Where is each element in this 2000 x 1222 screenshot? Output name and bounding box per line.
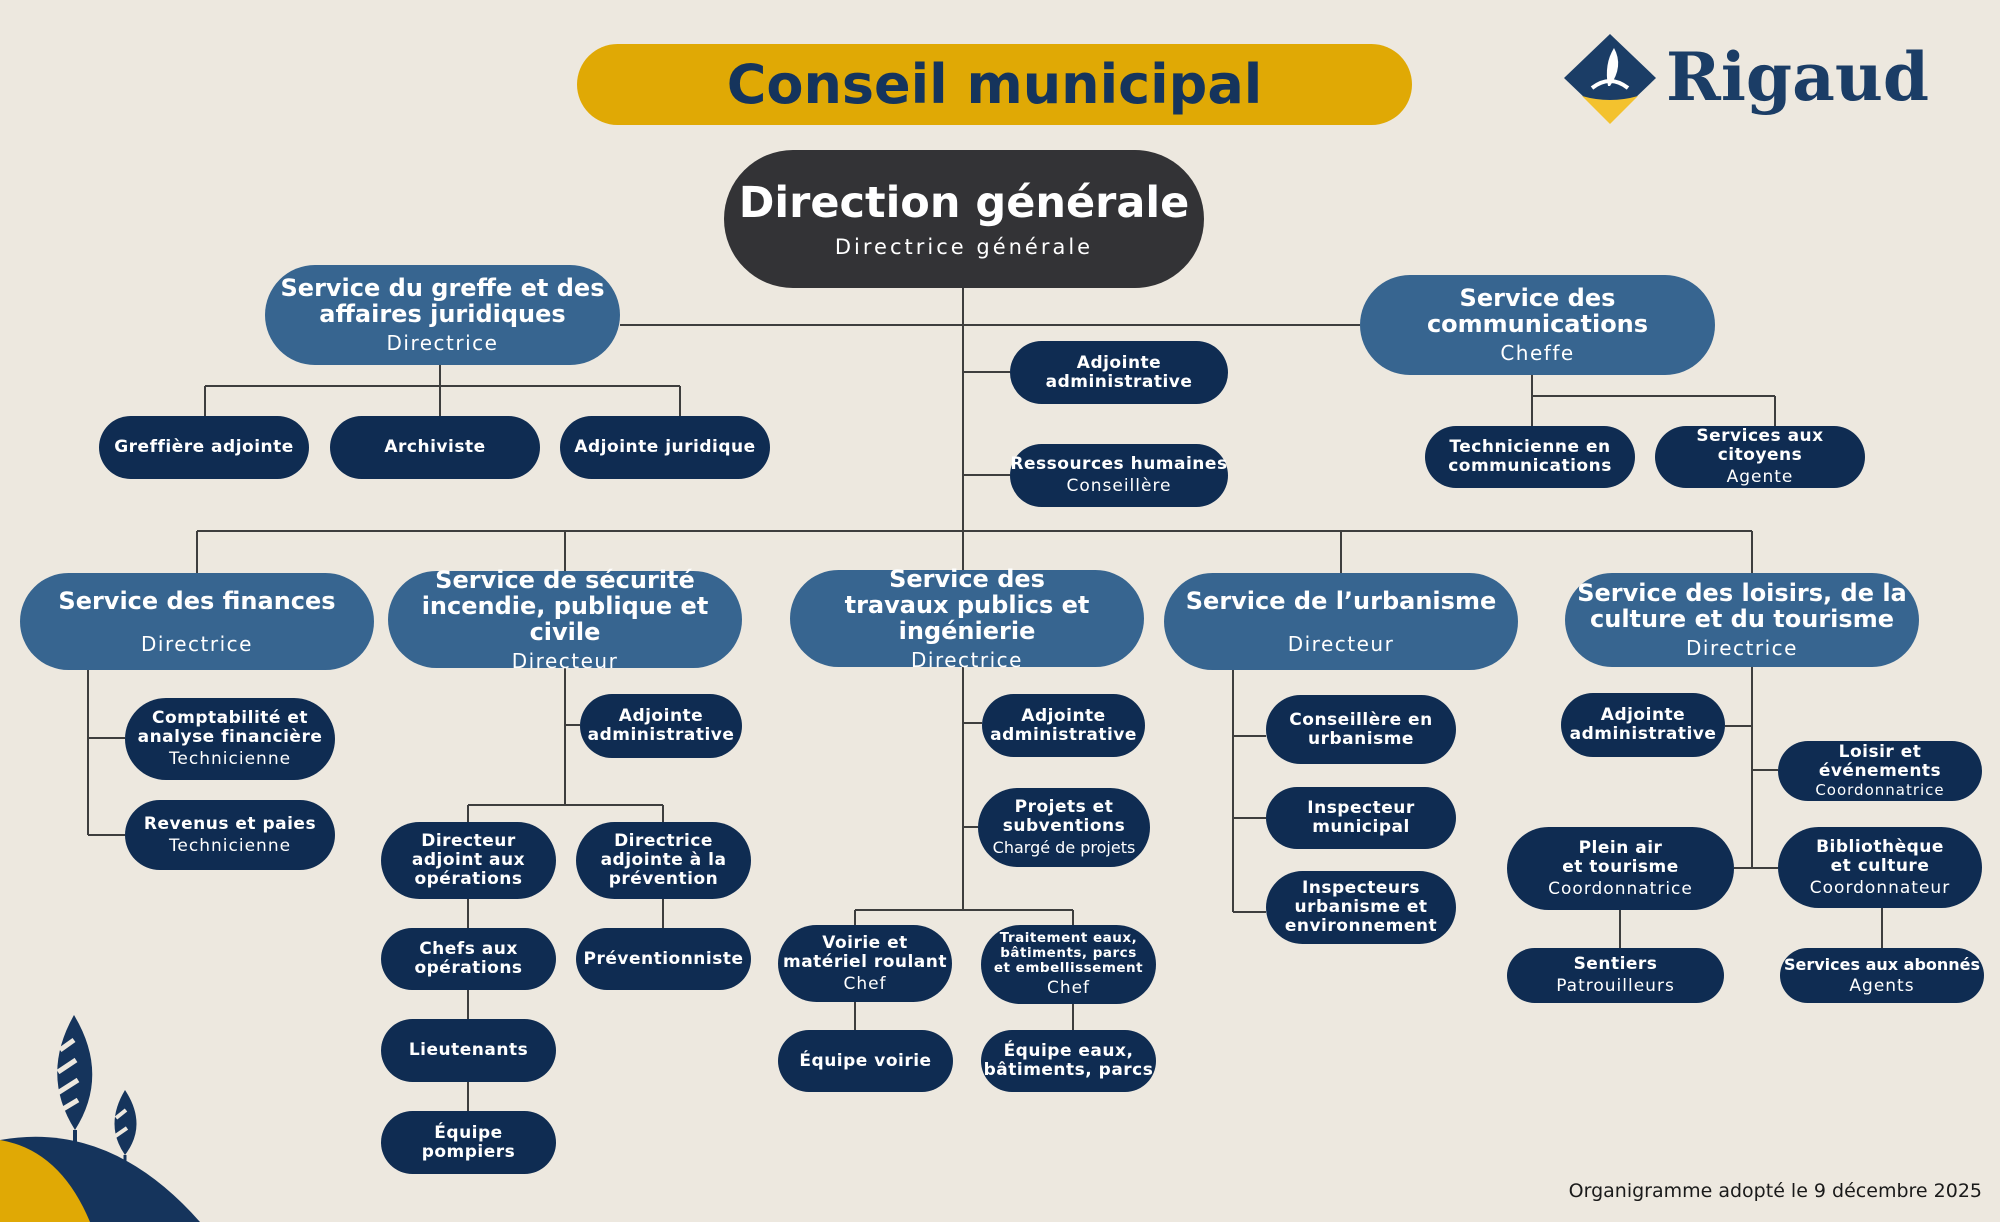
decorative-hill-leaves: [0, 1000, 220, 1222]
council-title: Conseil municipal: [726, 53, 1263, 116]
node-role: Coordonnateur: [1809, 877, 1951, 898]
archiviste: [330, 416, 540, 479]
node-title: Adjointe juridique: [574, 437, 756, 457]
lieutenants: [381, 1019, 556, 1082]
service-securite: [388, 565, 742, 673]
logo-wordmark: Rigaud: [1666, 38, 1929, 116]
sentiers: [1507, 948, 1724, 1003]
node-title: Voirie et matériel roulant: [782, 932, 948, 972]
node-role: Chargé de projets: [992, 838, 1136, 857]
node-title: Technicienne en communications: [1448, 437, 1612, 476]
node-role: Chef: [1046, 978, 1091, 998]
direction-title: Direction générale: [738, 178, 1190, 228]
service-finances: [20, 573, 374, 670]
adoption-date-note: Organigramme adopté le 9 décembre 2025: [1568, 1180, 1982, 1202]
inspecteur-municipal: [1266, 787, 1456, 849]
service-title: Service de sécurité incendie, publique et civile: [421, 565, 709, 646]
plein-air-tourisme: [1507, 827, 1734, 910]
comptabilite: [125, 698, 335, 780]
node-title: Inspecteurs urbanisme et environnement: [1284, 878, 1438, 936]
service-title: Service des finances: [58, 586, 336, 615]
greffiere-adjointe: [99, 416, 309, 479]
node-title: Inspecteur municipal: [1307, 798, 1415, 837]
node-title: Revenus et paies: [143, 813, 317, 834]
chefs-operations: [381, 928, 556, 990]
service-role: Directrice: [1686, 636, 1798, 660]
node-role: Agente: [1726, 467, 1794, 487]
loisir-evenements: [1778, 741, 1982, 801]
service-role: Directrice: [911, 647, 1023, 672]
node-role: Conseillère: [1066, 476, 1172, 496]
traitement-eaux: [981, 925, 1156, 1004]
node-title: Archiviste: [384, 437, 486, 457]
node-title: Chefs aux opérations: [414, 939, 523, 978]
equipe-voirie: [778, 1030, 953, 1092]
bibliotheque-culture: [1778, 827, 1982, 908]
node-title: Conseillère en urbanisme: [1289, 709, 1433, 749]
services-aux-citoyens: [1655, 426, 1865, 488]
service-title: Service de l’urbanisme: [1185, 586, 1497, 615]
node-title: Ressources humaines: [1010, 454, 1228, 474]
direction-role: Directrice générale: [834, 235, 1094, 259]
node-role: Chef: [843, 973, 887, 994]
node-title: Projets et subventions: [1002, 797, 1126, 836]
node-title: Bibliothèque et culture: [1816, 836, 1944, 876]
council-banner: [577, 44, 1412, 125]
node-title: Directeur adjoint aux opérations: [411, 831, 526, 889]
node-title: Équipe voirie: [799, 1050, 932, 1071]
node-role: Agents: [1849, 976, 1915, 996]
node-title: Plein air et tourisme: [1562, 837, 1679, 877]
adjointe-administrative-dg: [1010, 341, 1228, 404]
projets-subventions: [978, 788, 1150, 867]
adjointe-administrative-loisirs: [1561, 693, 1725, 757]
service-title: Service des communications: [1426, 284, 1649, 338]
services-aux-abonnes: [1780, 948, 1984, 1003]
conseillere-urbanisme: [1266, 695, 1456, 764]
equipe-eaux-batiments: [981, 1030, 1156, 1092]
service-role: Directeur: [1287, 631, 1395, 656]
inspecteurs-urbanisme: [1266, 871, 1456, 944]
equipe-pompiers: [381, 1111, 556, 1174]
service-title: Service des loisirs, de la culture et du tourisme: [1577, 579, 1907, 633]
node-title: Adjointe administrative: [990, 705, 1137, 745]
node-title: Services aux citoyens: [1696, 426, 1824, 465]
service-role: Directeur: [511, 648, 619, 673]
node-role: Technicienne: [168, 749, 292, 769]
node-title: Équipe pompiers: [421, 1122, 516, 1162]
service-travaux-publics: [790, 564, 1144, 672]
direction-generale: [724, 150, 1204, 288]
service-role: Directrice: [141, 631, 253, 656]
node-title: Services aux abonnés: [1783, 955, 1981, 974]
adjointe-administrative-securite: [580, 694, 742, 758]
node-title: Adjointe administrative: [1569, 705, 1717, 744]
node-role: Coordonnatrice: [1548, 878, 1693, 899]
service-role: Directrice: [386, 331, 499, 355]
service-title: Service des travaux publics et ingénierie: [844, 564, 1090, 645]
voirie-materiel-roulant: [778, 925, 952, 1002]
adjointe-administrative-travaux: [982, 694, 1145, 757]
service-urbanisme: [1164, 573, 1518, 670]
ressources-humaines: [1010, 444, 1228, 507]
revenus-paies: [125, 800, 335, 870]
node-title: Équipe eaux, bâtiments, parcs: [983, 1041, 1154, 1080]
node-title: Greffière adjointe: [114, 437, 294, 457]
node-title: Adjointe administrative: [1045, 352, 1193, 392]
preventionniste: [576, 928, 751, 990]
node-role: Technicienne: [168, 835, 292, 856]
node-title: Traitement eaux, bâtiments, parcs et embellissement: [993, 930, 1144, 976]
node-title: Lieutenants: [408, 1040, 529, 1060]
node-title: Comptabilité et analyse financière: [137, 708, 323, 747]
node-role: Patrouilleurs: [1556, 976, 1675, 996]
node-title: Sentiers: [1573, 954, 1658, 974]
directeur-adjoint-operations: [381, 822, 556, 899]
service-role: Cheffe: [1500, 341, 1575, 365]
node-role: Coordonnatrice: [1815, 781, 1945, 799]
node-title: Préventionniste: [583, 948, 744, 969]
technicienne-communications: [1425, 426, 1635, 488]
service-loisirs: [1565, 573, 1919, 667]
service-greffe: [265, 265, 620, 365]
service-title: Service du greffe et des affaires juridiques: [280, 274, 605, 328]
adjointe-juridique: [560, 416, 770, 479]
directrice-adjointe-prevention: [576, 822, 751, 899]
node-title: Adjointe administrative: [587, 706, 735, 745]
service-communications: [1360, 275, 1715, 375]
node-title: Loisir et événements: [1818, 742, 1942, 781]
node-title: Directrice adjointe à la prévention: [600, 831, 727, 889]
